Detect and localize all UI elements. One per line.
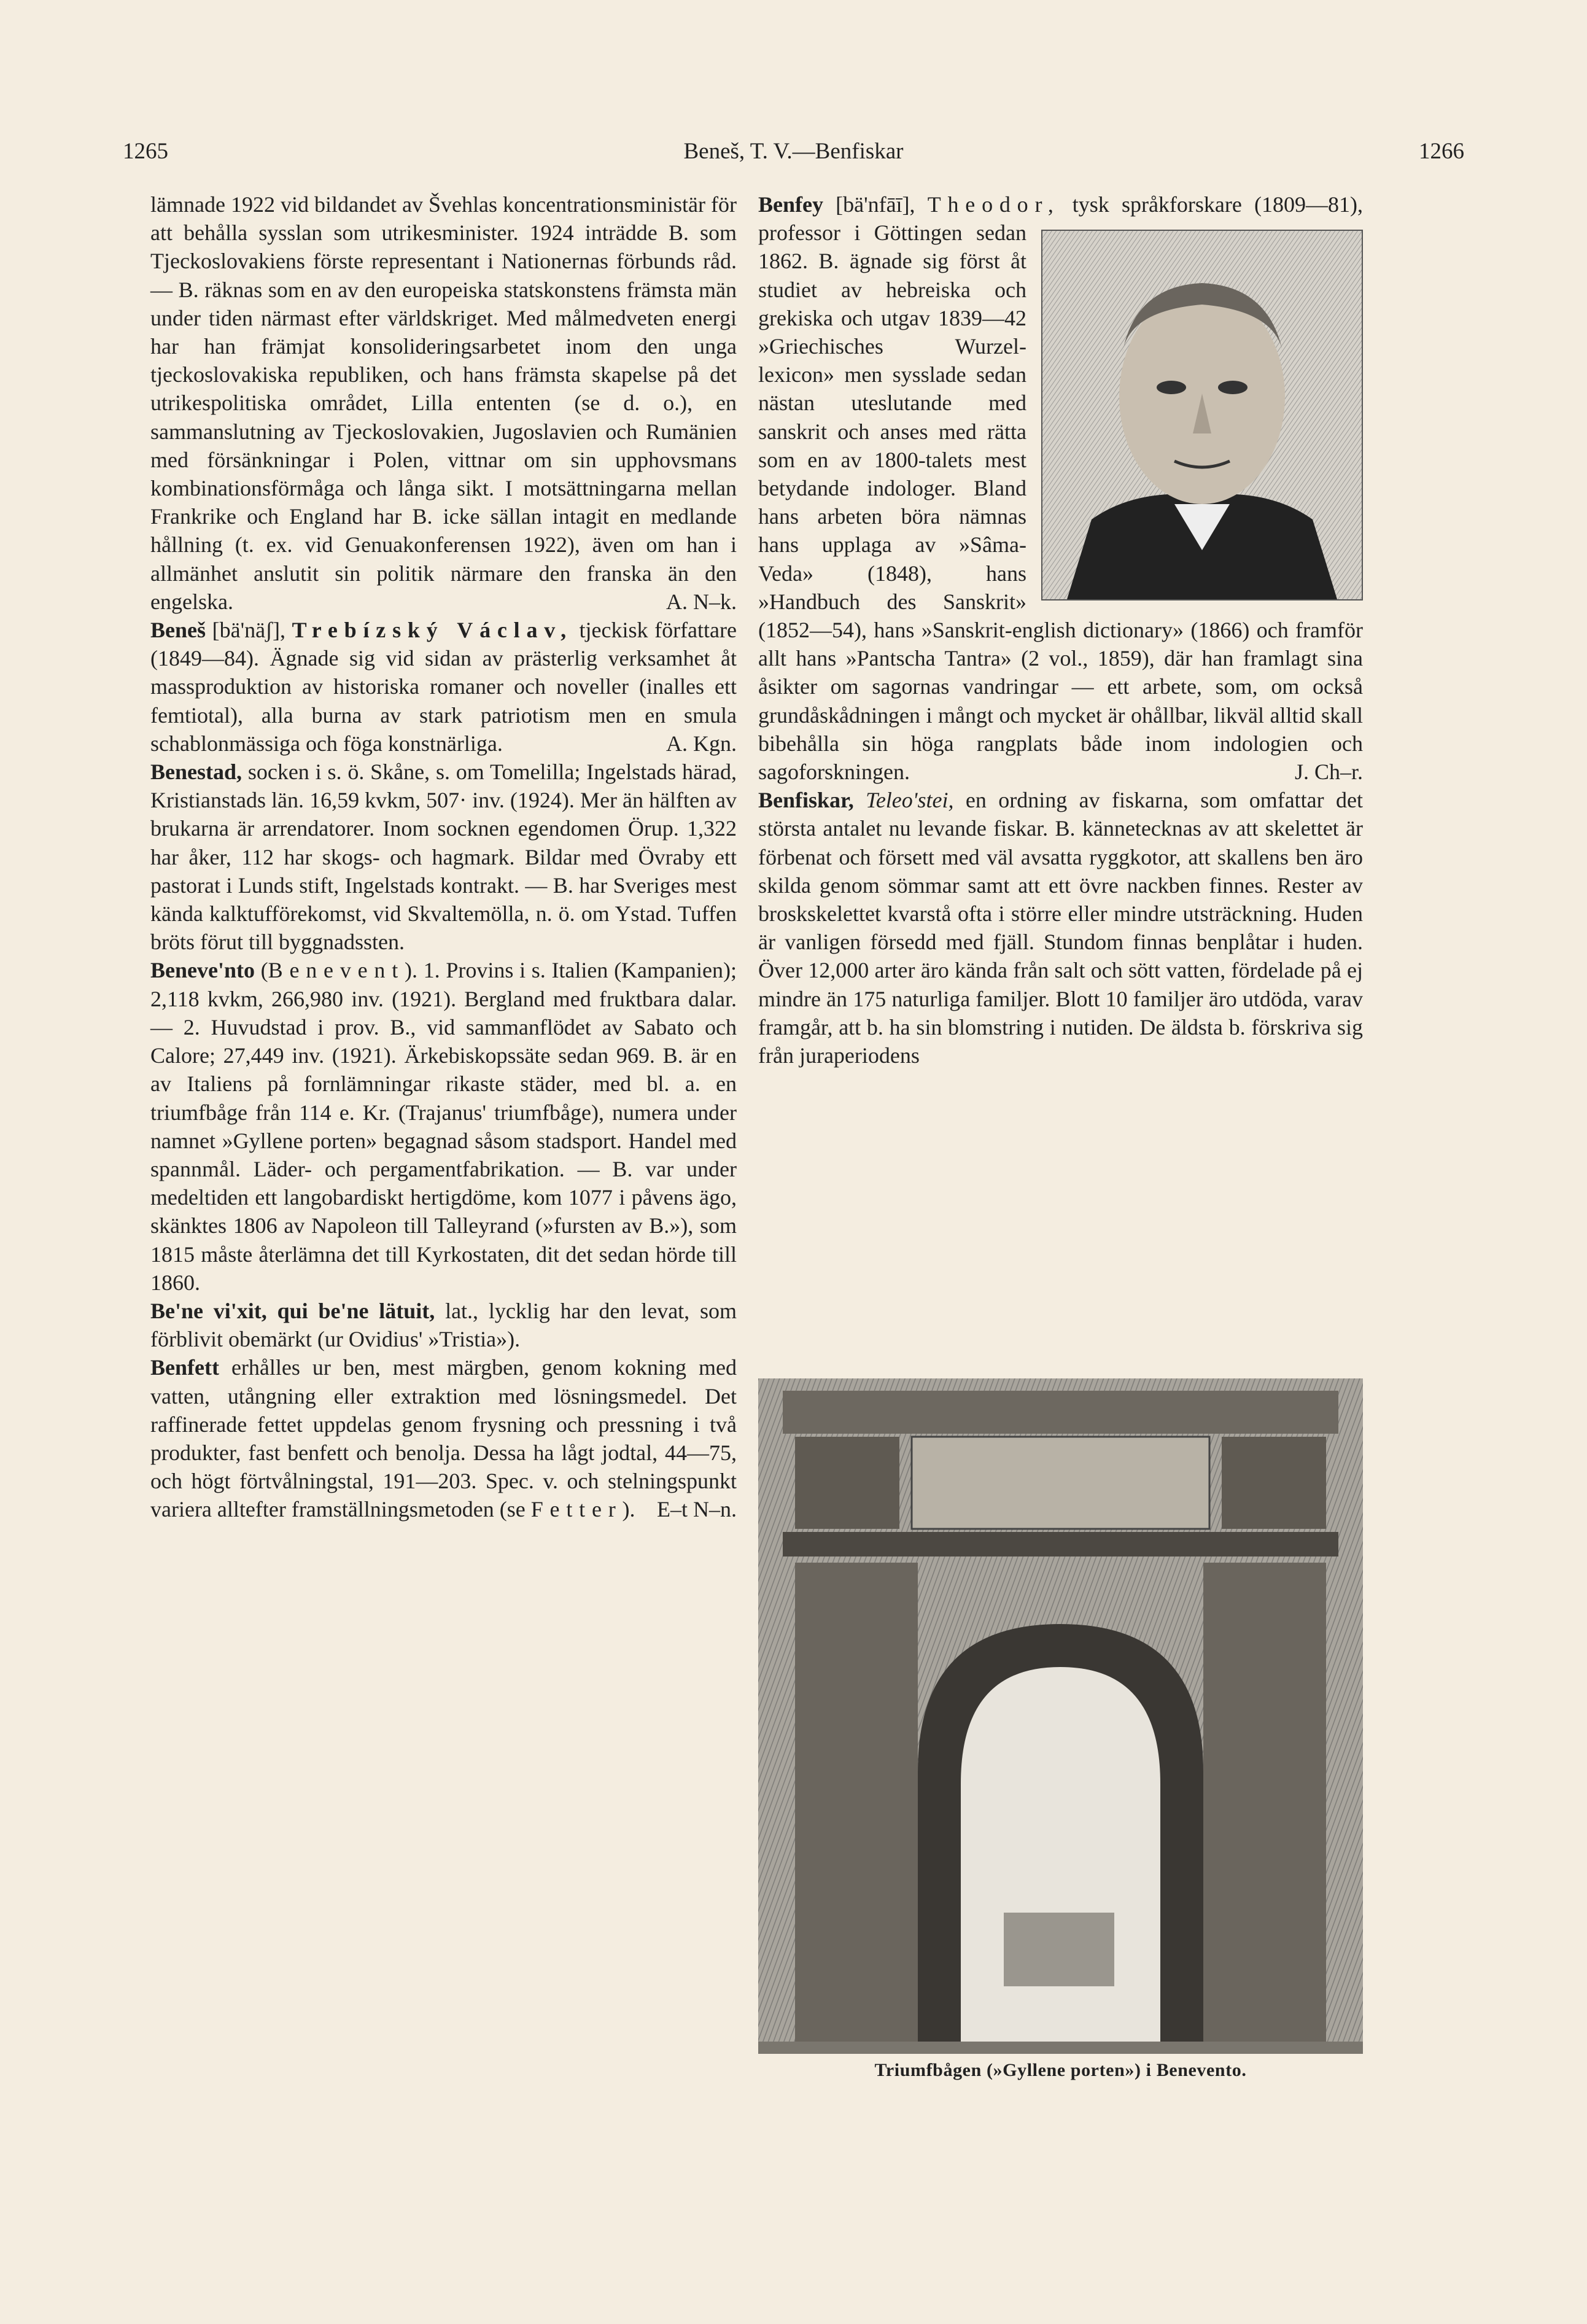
entry-name: Theodor, <box>927 192 1060 217</box>
entry-headword: Benestad, <box>150 760 243 785</box>
entry-benfey <box>758 190 1363 786</box>
entry-pronunciation: [bä'nfāī], <box>823 192 928 217</box>
entry-headword: Benfett <box>150 1355 219 1380</box>
entry-text: socken i s. ö. Skåne, s. om Tomelilla; Ingelstads härad, Kristianstads län. 16,59 kvkm, 507· inv. (1924). Mer än hälften av brukarna är arrendatorer. Inom socknen egendomen Örup. 1,322 har åker, 112 har skogs- och hagmark. Bildar med Övraby ett pastorat i Lunds stift, Ingelstads kontrakt. — B. har Sveriges mest kända kalktufförekomst, vid Skvaltemölla, n. ö. om Ystad. Tuffen bröts förut till byggnadssten. <box>150 760 737 955</box>
entry-headword: Benfiskar, <box>758 788 854 813</box>
entry-latin-name: Teleo'stei, <box>853 788 954 813</box>
entry-name: Benevent <box>268 958 405 983</box>
entry-signature: A. N–k. <box>666 589 737 614</box>
entry-bene-vixit <box>150 1297 737 1353</box>
figure-triumphal-arch <box>758 1378 1363 2054</box>
entry-benevento <box>150 956 737 1296</box>
entry-text: tysk språkforskare (1809—81), professor i Göttingen sedan 1862. B. ägnade sig först åt studiet av hebreiska och grekiska och utgav 1839—42 »Griechisches Wurzel-lexicon» men sysslade sedan nästan uteslutande med sanskrit och anses med rätta som en av 1800-talets mest betydande indologer. Bland hans arbeten böra nämnas hans upplaga av »Sâma-Veda» (1848), hans »Handbuch des Sanskrit» (1852—54), hans »Sanskrit-english dictionary» (1866) och framför allt hans »Pantscha Tantra» (2 vol., 1859), där han framlagt sina åsikter om sagornas vandringar — ett arbete, som, om också grundåskådningen i mångt och mycket är ohållbar, likväl alltid skall bibehålla sin höga rangplats både inom indologien och sagoforskningen. <box>758 192 1363 785</box>
entry-headword: Benfey <box>758 192 823 217</box>
triumphal-arch-image <box>758 1378 1363 2054</box>
entry-signature: A. Kgn. <box>666 731 737 756</box>
entry-signature: J. Ch–r. <box>1294 760 1363 785</box>
right-column <box>758 190 1363 1070</box>
entry-benes-continued <box>150 190 737 616</box>
entry-pronunciation: [bä'näʃ], <box>206 618 292 643</box>
figure-caption: Triumfbågen (»Gyllene porten») i Benevento. <box>874 2060 1247 2080</box>
entry-signature: E–t N–n. <box>657 1497 737 1522</box>
entry-text: tjeckisk författare (1849—84). Ägnade sig vid sidan av prästerlig verksamhet åt massproduktion av historiska romaner och noveller (inalles ett femtiotal), alla burna av stark patriotism men en smula schablonmässiga och föga konstnärliga. <box>150 618 737 756</box>
entry-headword: Be'ne vi'xit, qui be'ne lätuit, <box>150 1298 435 1323</box>
entry-text-pre: ( <box>254 958 268 983</box>
entry-benfett <box>150 1353 737 1523</box>
page-header <box>123 138 1464 175</box>
entry-benfiskar <box>758 786 1363 1070</box>
entry-benestad <box>150 758 737 956</box>
page-number-left: 1265 <box>123 139 168 164</box>
entry-text: en ordning av fiskarna, som omfattar det största antalet nu levande fiskar. B. kännetecknas av att skelettet är förbenat och försett med väl avsatta ryggkotor, att skallens ben äro skilda genom sömmar samt att ett övre nackben finnes. Rester av broskskelettet kvarstå ofta i större eller mindre utsträckning. Huden är vanligen försedd med fjäll. Stundom finnas benplåtar i huden. Över 12,000 arter äro kända från salt och sött vatten, fördelade på ej mindre än 175 naturliga familjer. Blott 10 familjer äro utdöda, varav framgår, att b. ha sin blomstring i nutiden. De äldsta b. förskriva sig från juraperiodens <box>758 788 1364 1068</box>
entry-text: lat., lycklig har den levat, som förblivit obemärkt (ur Ovidius' »Tristia»). <box>150 1298 737 1352</box>
entry-text: lämnade 1922 vid bildandet av Švehlas koncentrationsministär för att behålla sysslan som utrikesminister. 1924 inträdde B. som Tjeckoslovakiens förste representant i Nationernas förbunds råd. — B. räknas som en av den europeiska statskonstens främsta män under tiden närmast efter världskriget. Med målmedveten energi har han främjat konsolideringsarbetet inom den unga tjeckoslovakiska republiken, och hans främsta skapelse på det utrikespolitiska området, Lilla ententen (se d. o.), en sammanslutning av Tjeckoslovakien, Jugoslavien och Rumänien med försänkningar i Polen, vittnar om sin upphovsmans kombinationsförmåga och långa sikt. I motsättningarna mellan Frankrike och England har B. icke sällan intagit en medlande hållning (t. ex. vid Genuakonferensen 1922), även om han i allmänhet anslutit sin politik närmare den franska än den engelska. <box>150 192 737 614</box>
entry-text: ). 1. Provins i s. Italien (Kampanien); 2,118 kvkm, 266,980 inv. (1921). Bergland med fruktbara dalar. — 2. Huvudstad i prov. B., vid sammanflödet av Sabato och Calore; 27,449 inv. (1921). Ärkebiskopssäte sedan 969. B. är en av Italiens på fornlämningar rikaste städer, med bl. a. en triumfbåge från 114 e. Kr. (Trajanus' triumfbåge), numera under namnet »Gyllene porten» begagnad såsom stadsport. Handel med spannmål. Läder- och pergamentfabrikation. — B. var under medeltiden ett langobardiskt hertigdöme, kom 1077 i påvens ägo, skänktes 1806 av Napoleon till Talleyrand (»fursten av B.»), som 1815 måste återlämna det till Kyrkostaten, dit det sedan hörde till 1860. <box>150 958 737 1295</box>
entry-reference: Fetter <box>530 1497 623 1522</box>
left-column <box>150 190 737 1524</box>
entry-benes-trebizsky <box>150 616 737 758</box>
entry-text-end: ). <box>622 1497 635 1522</box>
page-number-right: 1266 <box>1419 139 1464 164</box>
running-title: Beneš, T. V.—Benfiskar <box>683 139 904 164</box>
portrait-benfey-image <box>1041 230 1363 600</box>
entry-headword: Beneš <box>150 618 206 643</box>
entry-text: erhålles ur ben, mest märgben, genom kokning med vatten, utångning eller extraktion med lösningsmedel. Det raffinerade fettet uppdelas genom frysning och pressning i två produkter, fast benfett och benolja. Dessa ha lågt jodtal, 44—75, och högt förtvålningstal, 191—203. Spec. v. och stelningspunkt variera alltefter framställningsmetoden (se <box>150 1355 737 1522</box>
entry-headword: Beneve'nto <box>150 958 255 983</box>
entry-name: Trebízský Václav, <box>292 618 573 643</box>
